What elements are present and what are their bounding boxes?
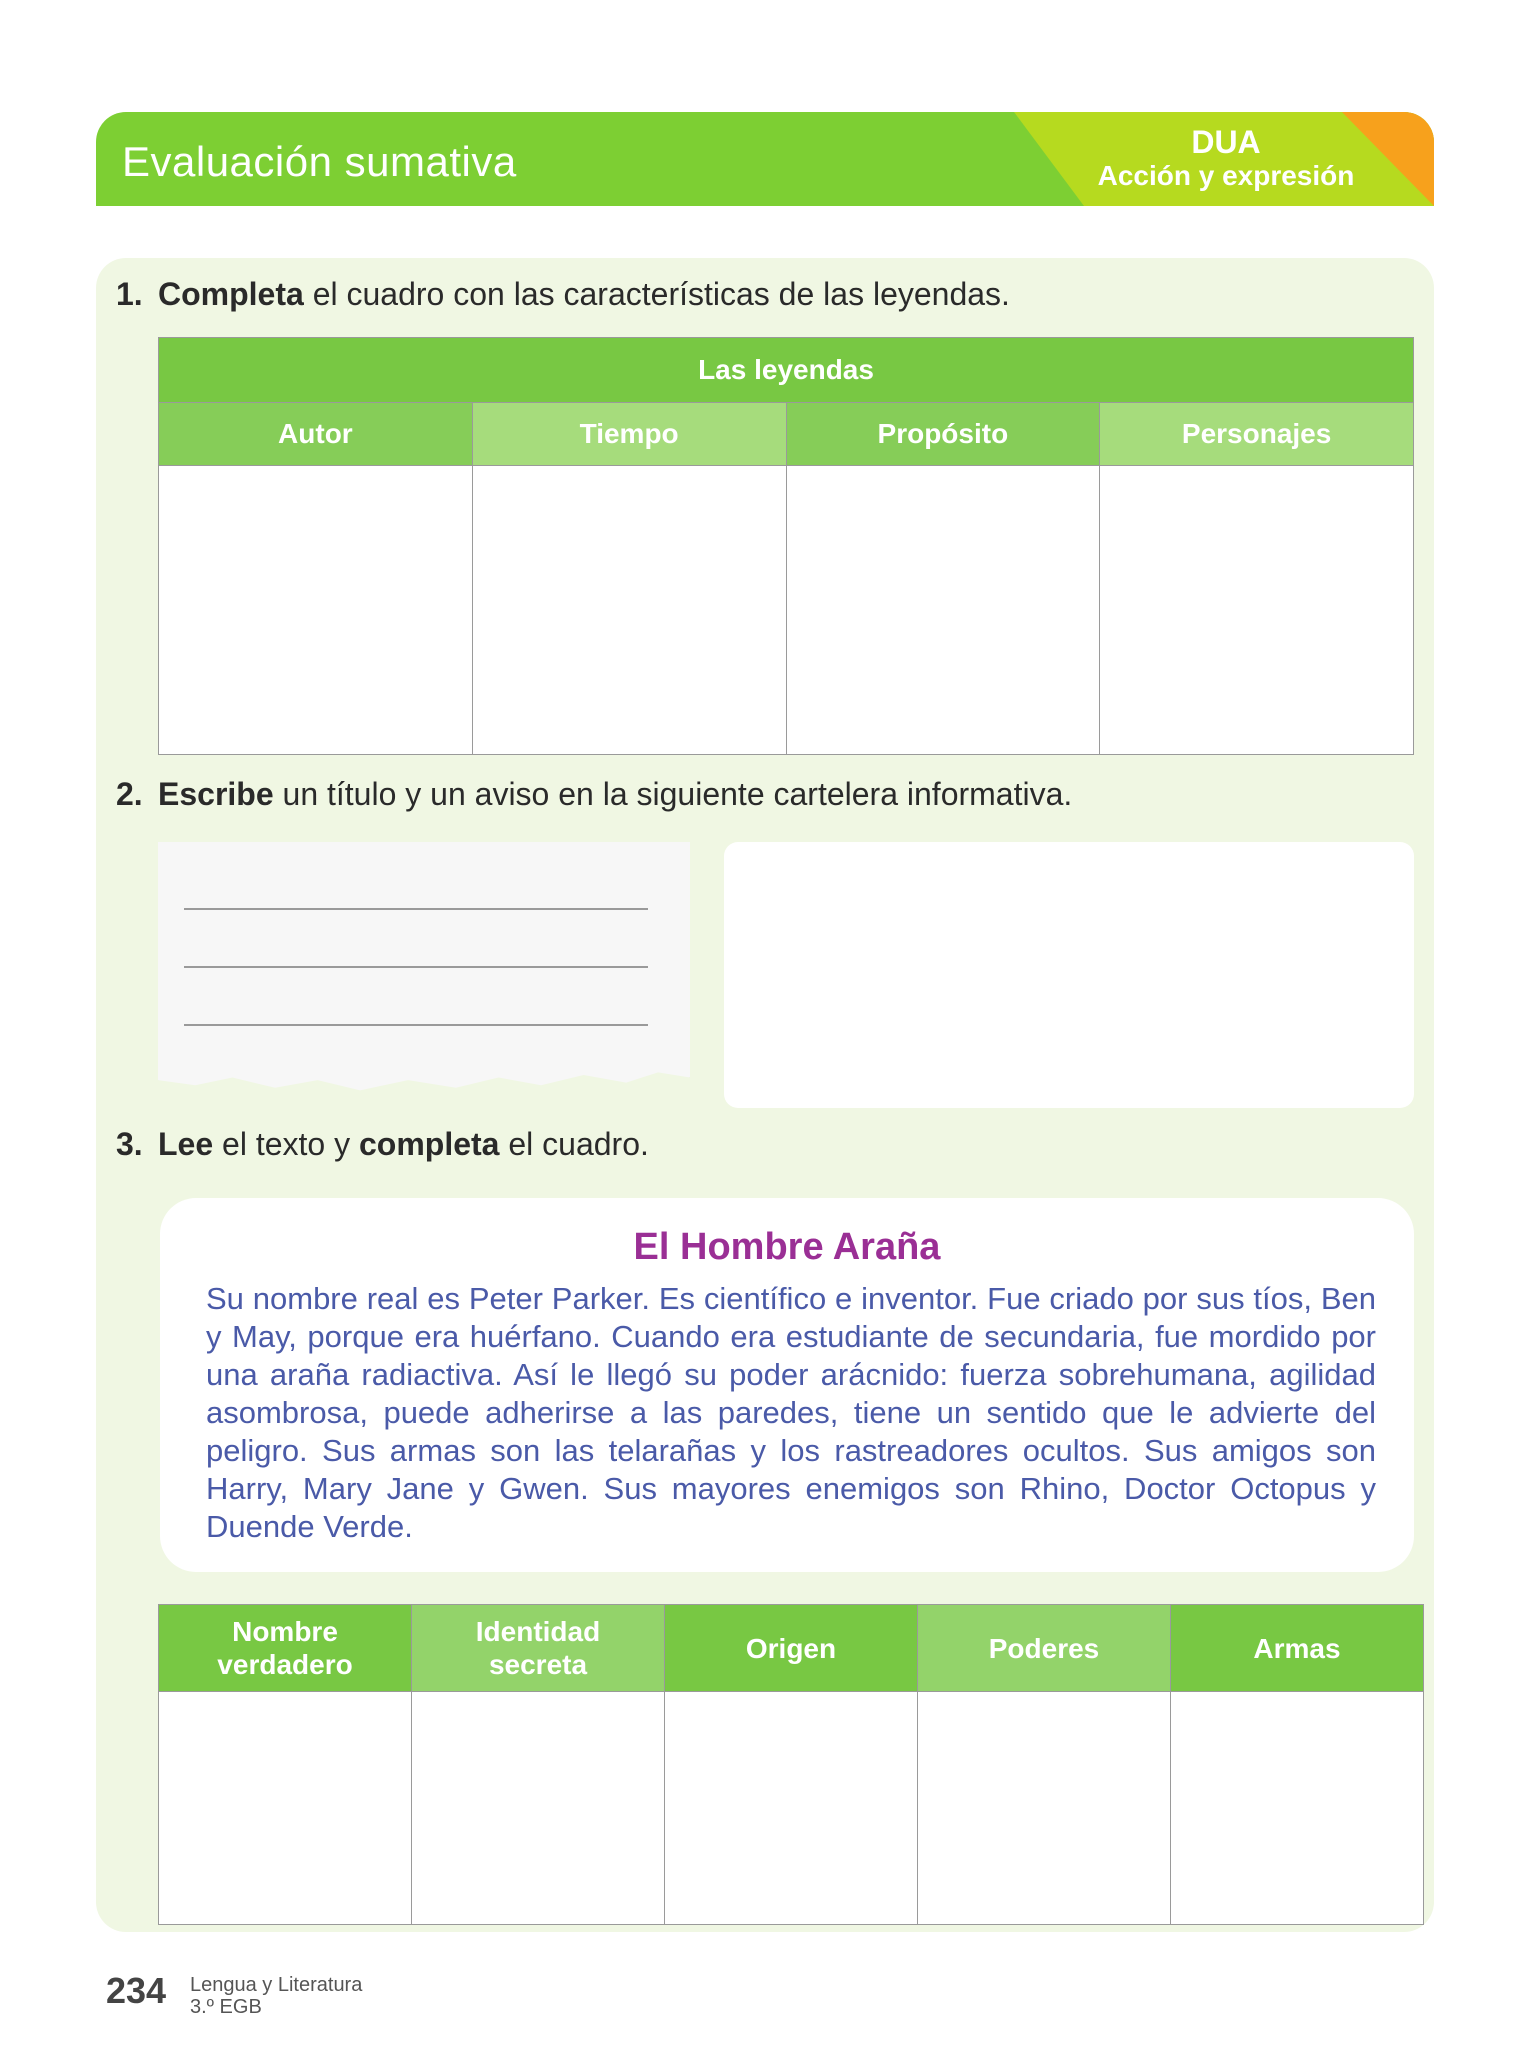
- dua-label: [1086, 126, 1366, 190]
- page-number: 234: [106, 1970, 167, 2011]
- answer-cell-origen[interactable]: [665, 1692, 918, 1925]
- answer-cell-armas[interactable]: [1171, 1692, 1424, 1925]
- question-verb: Escribe: [158, 776, 274, 812]
- story-text: Su nombre real es Peter Parker. Es científico e inventor. Fue criado por sus tíos, Ben y May, porque era huérfano. Cuando era estudiante de secundaria, fue mordido por una araña radiactiva. Así le llegó su poder arácnido: fuerza sobrehumana, agilidad asombrosa, puede adherirse a las paredes, tiene un sentido que le advierte del peligro. Sus armas son las telarañas y los rastreadores ocultos. Sus amigos son Harry, Mary Jane y Gwen. Sus mayores enemigos son Rhino, Doctor Octopus y Duende Verde.: [206, 1281, 1376, 1544]
- column-header-origen: Origen: [665, 1605, 918, 1692]
- table-caption: Las leyendas: [159, 338, 1414, 403]
- dua-title: DUA: [1191, 124, 1261, 160]
- footer-subject: [190, 1974, 362, 2018]
- question-text: el texto y: [213, 1126, 359, 1162]
- column-header-tiempo: Tiempo: [472, 403, 786, 466]
- title-paper-note: [158, 842, 690, 1098]
- grade-label: 3.º EGB: [190, 1996, 262, 2018]
- story-title: El Hombre Araña: [633, 1226, 941, 1268]
- question-number: 1.: [116, 276, 143, 312]
- title-line-3[interactable]: [184, 1024, 648, 1026]
- answer-cell-identidad[interactable]: [412, 1692, 665, 1925]
- column-header-autor: Autor: [159, 403, 473, 466]
- question-verb: Completa: [158, 276, 304, 312]
- title-line-1[interactable]: [184, 908, 648, 910]
- column-header-poderes: Poderes: [918, 1605, 1171, 1692]
- question-number: 2.: [116, 776, 143, 812]
- question-number: 3.: [116, 1126, 143, 1162]
- question-text: el cuadro con las características de las leyendas.: [303, 276, 1010, 312]
- answer-cell-tiempo[interactable]: [472, 466, 786, 755]
- notice-board[interactable]: [724, 842, 1414, 1108]
- question-3: [116, 1126, 649, 1163]
- header-line-2: verdadero: [217, 1649, 353, 1680]
- answer-cell-poderes[interactable]: [918, 1692, 1171, 1925]
- header-line-1: Identidad: [475, 1616, 601, 1647]
- column-header-nombre-verdadero: [159, 1605, 412, 1692]
- subject-name: Lengua y Literatura: [190, 1974, 363, 1996]
- answer-cell-nombre[interactable]: [159, 1692, 412, 1925]
- column-header-identidad-secreta: [412, 1605, 665, 1692]
- question-verb: Lee: [158, 1126, 214, 1162]
- question-text-end: el cuadro.: [499, 1126, 649, 1162]
- legends-table: [158, 337, 1414, 755]
- section-header: [96, 112, 1434, 206]
- title-line-2[interactable]: [184, 966, 648, 968]
- header-line-2: secreta: [488, 1649, 588, 1680]
- section-title: Evaluación sumativa: [122, 138, 517, 185]
- column-header-personajes: Personajes: [1100, 403, 1414, 466]
- answer-cell-proposito[interactable]: [786, 466, 1100, 755]
- column-header-proposito: Propósito: [786, 403, 1100, 466]
- answer-cell-autor[interactable]: [159, 466, 473, 755]
- question-text: un título y un aviso en la siguiente cartelera informativa.: [273, 776, 1073, 812]
- answer-cell-personajes[interactable]: [1100, 466, 1414, 755]
- question-1: [116, 276, 1010, 313]
- spiderman-table: [158, 1604, 1424, 1925]
- header-line-1: Nombre: [232, 1616, 338, 1647]
- question-2: [116, 776, 1072, 813]
- dua-subtitle: Acción y expresión: [1097, 160, 1355, 191]
- column-header-armas: Armas: [1171, 1605, 1424, 1692]
- question-verb-2: completa: [358, 1126, 500, 1162]
